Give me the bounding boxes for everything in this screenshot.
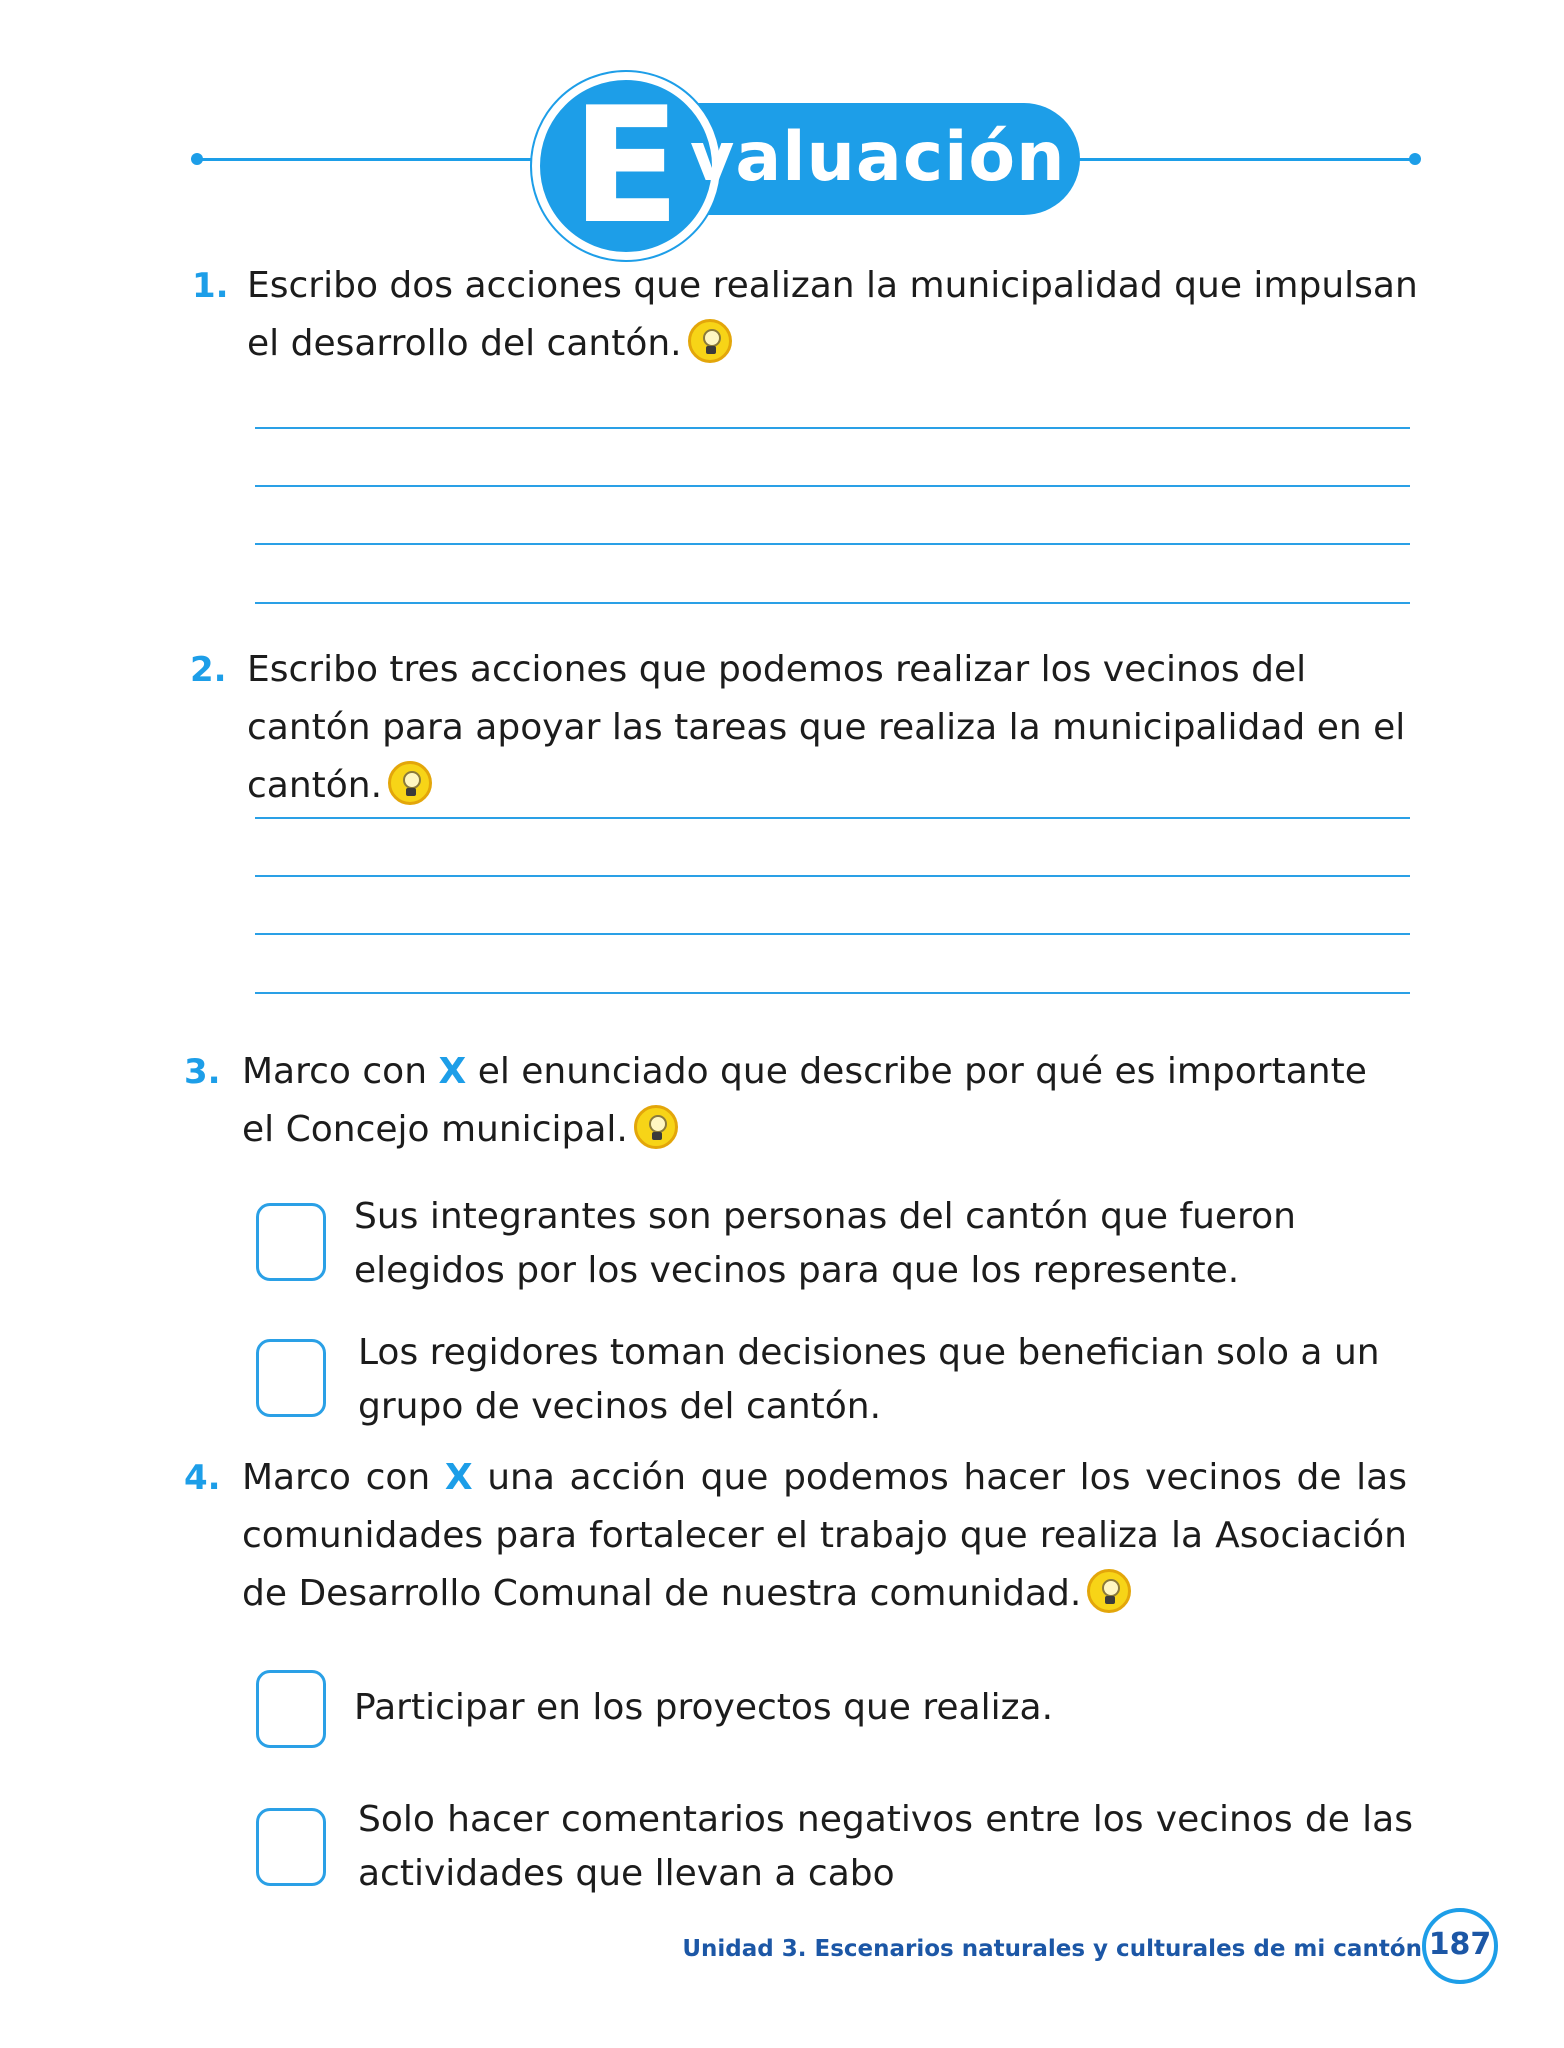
question-4-text xyxy=(242,1449,1407,1623)
question-3-number: 3. xyxy=(184,1052,221,1092)
x-mark: X xyxy=(438,1051,467,1092)
question-1-number: 1. xyxy=(192,266,229,306)
question-4-prompt-after: una acción que podemos hacer los vecinos de las comunidades para fortalecer el trabajo que realiza la Asociación de Desarrollo Comunal de nuestra comunidad. xyxy=(242,1457,1407,1614)
checkbox-4b[interactable] xyxy=(256,1808,326,1886)
question-2-number: 2. xyxy=(190,650,227,690)
question-3-prompt-after: el enunciado que describe por qué es importante el Concejo municipal. xyxy=(242,1051,1367,1150)
footer-unit-text: Unidad 3. Escenarios naturales y culturales de mi cantón xyxy=(682,1936,1422,1962)
question-3-text xyxy=(242,1043,1392,1159)
header-dot-left xyxy=(191,153,203,165)
lightbulb-icon xyxy=(688,319,732,363)
title-letter: E xyxy=(571,72,681,259)
lightbulb-icon xyxy=(634,1105,678,1149)
x-mark: X xyxy=(444,1457,473,1498)
question-2-prompt: Escribo tres acciones que podemos realizar los vecinos del cantón para apoyar las tareas que realiza la municipalidad en el cantón. xyxy=(247,649,1406,806)
question-3-prompt-before: Marco con xyxy=(242,1051,439,1092)
header-rule-right xyxy=(1075,158,1415,161)
question-1-prompt: Escribo dos acciones que realizan la municipalidad que impulsan el desarrollo del cantón. xyxy=(247,265,1418,364)
header-rule-left xyxy=(196,158,542,161)
header-dot-right xyxy=(1409,153,1421,165)
question-1-text xyxy=(247,257,1427,373)
answer-line-2-3[interactable] xyxy=(255,933,1410,935)
lightbulb-icon xyxy=(388,761,432,805)
lightbulb-icon xyxy=(1087,1569,1131,1613)
question-4-prompt-before: Marco con xyxy=(242,1457,445,1498)
option-4b: Solo hacer comentarios negativos entre los vecinos de las actividades que llevan a cabo xyxy=(358,1799,1413,1894)
answer-line-2-2[interactable] xyxy=(255,875,1410,877)
page-number: 187 xyxy=(1422,1908,1498,1984)
option-4a: Participar en los proyectos que realiza. xyxy=(354,1687,1054,1728)
question-4-number: 4. xyxy=(184,1458,221,1498)
answer-line-1-3[interactable] xyxy=(255,543,1410,545)
answer-line-2-4[interactable] xyxy=(255,992,1410,994)
checkbox-3b[interactable] xyxy=(256,1339,326,1417)
question-2-text xyxy=(247,641,1427,815)
answer-line-1-4[interactable] xyxy=(255,602,1410,604)
checkbox-4a[interactable] xyxy=(256,1670,326,1748)
option-3a: Sus integrantes son personas del cantón que fueron elegidos por los vecinos para que los represente. xyxy=(354,1196,1296,1291)
answer-line-1-2[interactable] xyxy=(255,485,1410,487)
option-3b: Los regidores toman decisiones que benefician solo a un grupo de vecinos del cantón. xyxy=(358,1332,1380,1427)
answer-line-2-1[interactable] xyxy=(255,817,1410,819)
checkbox-3a[interactable] xyxy=(256,1203,326,1281)
answer-line-1-1[interactable] xyxy=(255,427,1410,429)
page-title: valuación xyxy=(690,118,1066,197)
